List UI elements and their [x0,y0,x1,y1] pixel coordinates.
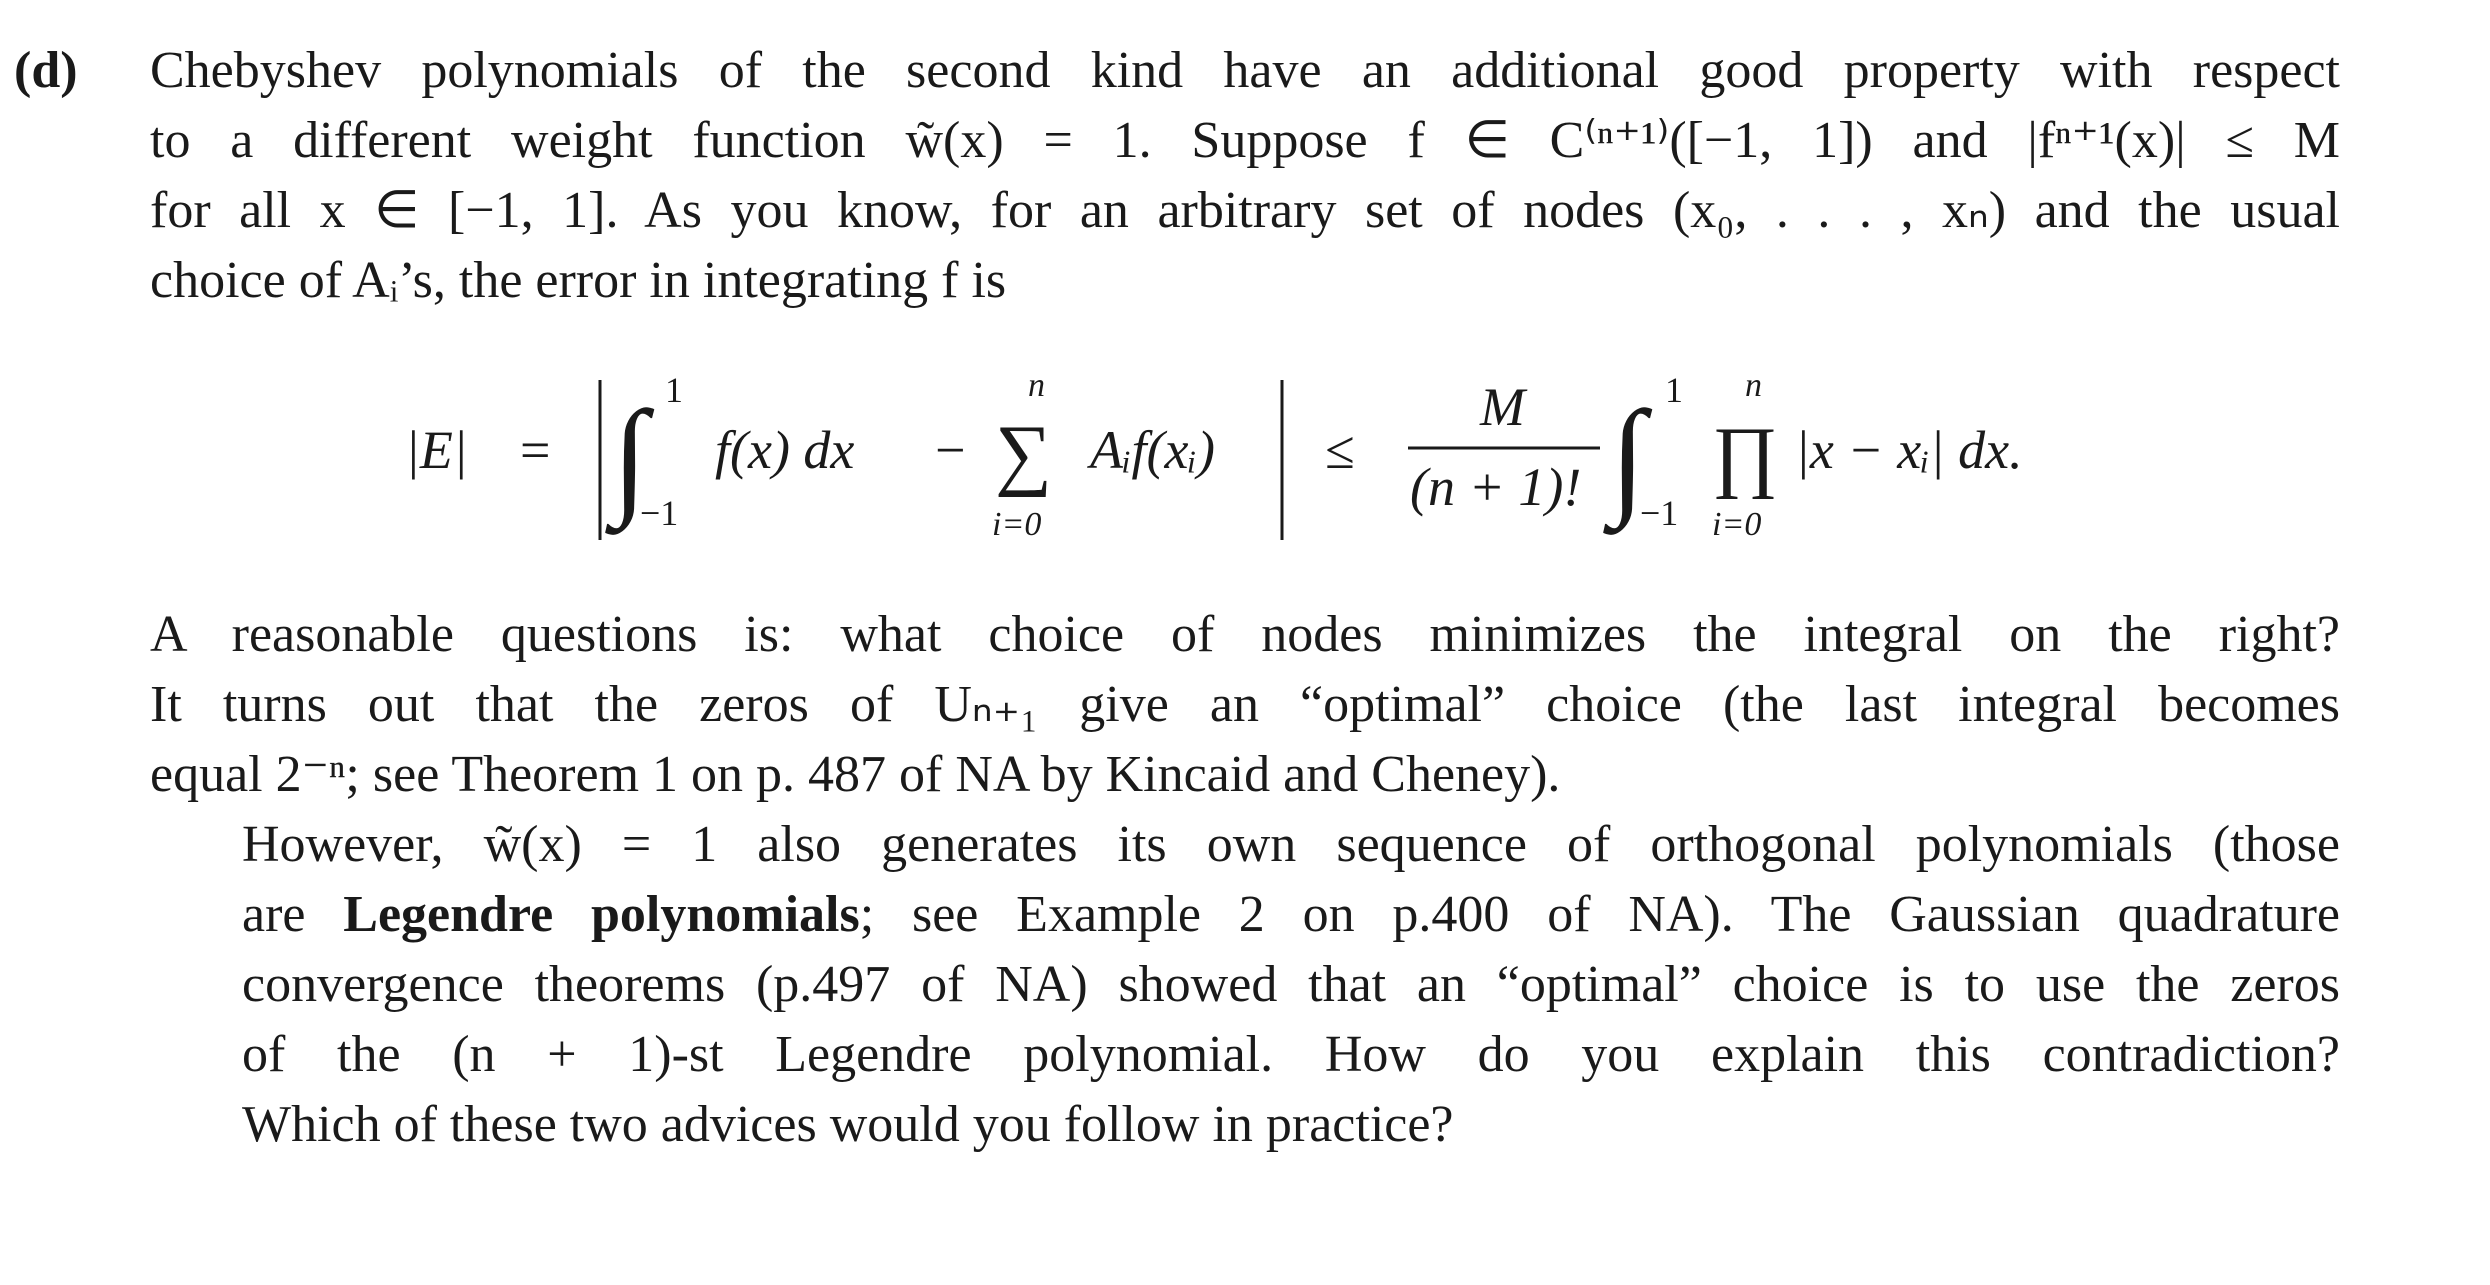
paragraph-2-line-3: equal 2⁻ⁿ; see Theorem 1 on p. 487 of NA by Kincaid and Cheney). [150,746,1561,803]
sum-lower: i=0 [992,506,1042,543]
paragraph-3-line-2 [150,880,2340,950]
sum-sign: ∑ [995,410,1053,498]
paragraph-3-line-5: Which of these two advices would you follow in practice? [242,1096,1454,1153]
error-bound-equation [0,360,2490,560]
section-label: (d) [14,42,78,99]
integral-2-upper: 1 [1665,370,1683,410]
prod-lower: i=0 [1712,506,1762,543]
paragraph-3-line-2-text: are Legendre polynomials; see Example 2 on p.400 of NA). The Gaussian quadrature [242,886,2340,943]
paragraph-3-line-4: of the (n + 1)-st Legendre polynomial. How do you explain this contradiction? [242,1026,2340,1083]
sum-term: Aᵢf(xᵢ) [1090,420,1216,480]
paragraph-1-line-3: for all x ∈ [−1, 1]. As you know, for an arbitrary set of nodes (x₀, . . . , xₙ) and the usual [150,182,2340,239]
paragraph-1 [150,36,2340,316]
eq-minus: − [935,420,966,480]
integral-1-lower: −1 [640,493,679,533]
paragraph-2-line-2: It turns out that the zeros of Uₙ₊₁ give an “optimal” choice (the last integral becomes [150,676,2340,733]
paragraph-1-line-2: to a different weight function w̃(x) = 1. Suppose f ∈ C⁽ⁿ⁺¹⁾([−1, 1]) and |fⁿ⁺¹(x)| ≤ M [150,112,2340,169]
eq-equals: = [520,420,551,480]
integral-1-upper: 1 [665,370,683,410]
eq-lhs: |E| [405,420,468,480]
equation-svg [0,360,2490,560]
sum-upper: n [1028,367,1045,404]
eq-integrand: f(x) dx [715,420,855,480]
prod-sign: ∏ [1712,412,1778,500]
paragraph-1-line-4: choice of Aᵢ’s, the error in integrating f is [150,252,1007,309]
bold-phrase-legendre: Legendre polynomials [343,886,860,943]
integral-2-lower: −1 [1640,493,1679,533]
paragraph-3-line-3: convergence theorems (p.497 of NA) showed that an “optimal” choice is to use the zeros [242,956,2340,1013]
paragraph-3 [150,810,2340,1160]
integral-sign-2: ∫ [1610,385,1646,529]
frac-numerator: M [1480,377,1525,437]
paragraph-3-line-1: However, w̃(x) = 1 also generates its own sequence of orthogonal polynomials (those [242,816,2340,873]
frac-denominator: (n + 1)! [1410,457,1582,517]
prod-upper: n [1745,367,1762,404]
eq-leq: ≤ [1325,420,1355,480]
paragraph-2-line-1: A reasonable questions is: what choice of nodes minimizes the integral on the right? [150,606,2340,663]
prod-term: |x − xᵢ| dx. [1795,420,2023,480]
integral-sign-1: ∫ [612,385,648,529]
paragraph-1-line-1: Chebyshev polynomials of the second kind have an additional good property with respect [150,42,2340,99]
paragraph-2 [150,600,2340,810]
